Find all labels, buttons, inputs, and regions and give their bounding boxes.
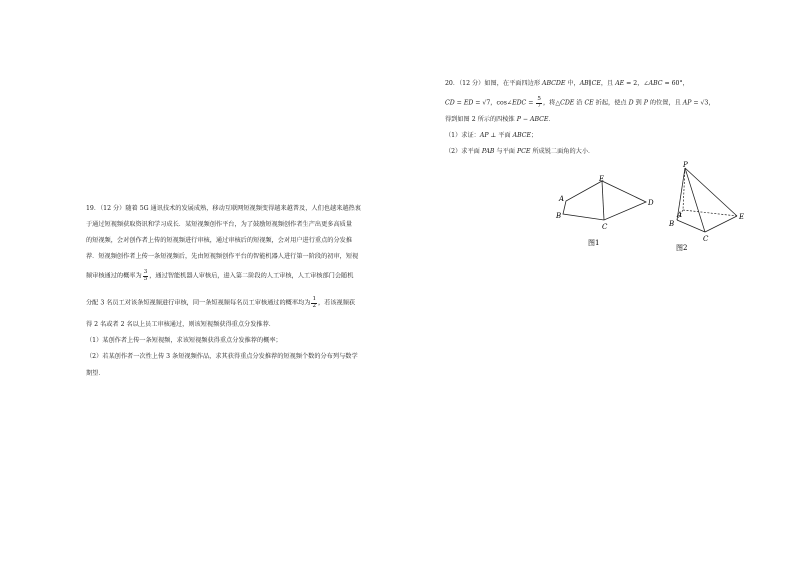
q20-text: 折起，使点 xyxy=(593,99,629,107)
q20-text: 沿 xyxy=(574,99,585,107)
fraction-numerator: 3 xyxy=(143,269,148,275)
q20-text: = 2，∠ xyxy=(624,80,649,87)
fig2-label-a: A xyxy=(677,211,683,219)
q20-math: AB∥CE xyxy=(579,80,601,87)
q20-text: （1）求证： xyxy=(445,132,480,139)
q19-line-5-text-b: ，通过智能机器人审核后，进入第二阶段的人工审核，人工审核部门会随机 xyxy=(149,272,354,280)
q20-math: CE xyxy=(584,99,594,107)
q20-math: P xyxy=(643,99,648,107)
q20-math: PCE xyxy=(516,148,531,155)
q19-sub-1: （1）某创作者上传一条短视频，求该短视频获得重点分发推荐的概率； xyxy=(86,337,282,344)
q19-line-3: 的短视频，会对创作者上传的短视频进行审核，通过审核后的短视频，会对用户进行重点的分发推 xyxy=(86,237,353,244)
q20-text: 与平面 xyxy=(494,148,517,155)
q20-text: = √3， xyxy=(691,99,715,107)
fig1-label-a: A xyxy=(559,195,565,203)
q20-sub-1 xyxy=(445,133,537,139)
q20-math: D xyxy=(628,99,634,107)
fig2-edge-ce xyxy=(705,216,737,232)
q19-line-1: 19．（12 分）随着 5G 通讯技术的发展成熟，移动互联网短视频变得越来越普及，人们也越来越热衷 xyxy=(86,205,361,212)
q20-math: PAB xyxy=(481,148,495,155)
q20-text: = xyxy=(454,99,464,107)
q20-math: EDC xyxy=(512,99,527,107)
q19-line-6 xyxy=(86,297,355,309)
q19-sub-2b: 期望． xyxy=(86,370,105,377)
q20-line-3 xyxy=(445,117,555,123)
q19-line-6-text-a: 分配 3 名员工对该条短视频进行审核，同一条短视频每名员工审核通过的概率均为 xyxy=(86,299,311,307)
q20-math: P − ABCE xyxy=(516,116,549,123)
q20-text: 所成锐二面角的大小． xyxy=(530,148,595,155)
q20-math: ED xyxy=(463,99,474,107)
q20-text: 的位置，且 xyxy=(647,99,683,107)
fig1-label-b: B xyxy=(556,212,562,220)
q20-math: ABC xyxy=(648,80,663,87)
q20-text: = xyxy=(526,99,536,107)
q19-line-5 xyxy=(86,270,353,282)
q19-sub-2a: （2）若某创作者一次性上传 3 条短视频作品，求其获得重点分发推荐的短视频个数的分布列与数学 xyxy=(86,353,358,360)
q20-sub-2 xyxy=(445,149,594,155)
q20-text: = 60°， xyxy=(662,80,689,87)
q20-math: CDE xyxy=(560,99,575,107)
fig2-caption: 图2 xyxy=(676,244,688,252)
fig2-label-e: E xyxy=(739,213,745,221)
q20-math: AP xyxy=(682,99,692,107)
fig1-label-c: C xyxy=(602,223,608,231)
q19-line-4: 荐．短视频创作者上传一条短视频后，先由短视频创作平台的智能机器人进行第一阶段的初审，短视 xyxy=(86,253,359,260)
q20-text: ； xyxy=(531,132,538,139)
fig2-label-p: P xyxy=(683,161,688,169)
figure-1-diagram xyxy=(555,172,665,252)
fig1-segment-ce xyxy=(602,181,604,220)
q20-math: ABCDE xyxy=(542,80,566,87)
q20-text: ，且 xyxy=(600,80,616,87)
fig1-label-e: E xyxy=(599,175,605,183)
q20-line-2 xyxy=(445,97,715,109)
q20-text: 20．（12 分）如图，在平面四边形 xyxy=(445,80,543,87)
fig1-pentagon xyxy=(563,181,646,220)
fig2-label-b: B xyxy=(669,220,675,228)
fraction-denominator: 5 xyxy=(143,275,148,282)
fraction-five-sevenths xyxy=(536,97,542,109)
q20-math: AE xyxy=(615,80,625,87)
q20-text: 得到如图 2 所示的四棱锥 xyxy=(445,116,517,123)
q19-line-5-text-a: 频审核通过的概率为 xyxy=(86,272,142,280)
q19-line-6-text-b: ，若该视频获 xyxy=(318,299,356,307)
fraction-numerator: 5 xyxy=(537,96,541,102)
fraction-denominator: 2 xyxy=(312,302,316,309)
fraction-three-fifths xyxy=(143,270,149,282)
q20-text: （2）求平面 xyxy=(445,148,482,155)
q20-math: ABCE xyxy=(512,132,532,139)
q20-text: 中， xyxy=(565,80,580,87)
fig2-edge-ae xyxy=(683,210,737,216)
fig1-caption: 图1 xyxy=(588,239,600,247)
q20-line-1 xyxy=(445,81,689,87)
figure-2-diagram xyxy=(663,160,748,255)
fraction-numerator: 1 xyxy=(312,296,316,302)
q20-math: CD xyxy=(445,99,455,107)
q19-line-7: 得 2 名或者 2 名以上员工审核通过，则该短视频获得重点分发推荐． xyxy=(86,321,275,328)
q20-text: = √7，cos∠ xyxy=(473,99,513,107)
fig1-label-d: D xyxy=(648,199,654,207)
fig2-label-c: C xyxy=(703,235,709,243)
fraction-one-half xyxy=(311,297,317,309)
q20-text: ，将△ xyxy=(542,99,561,107)
q19-line-2: 于通过短视频获取资讯和学习成长．某短视频创作平台，为了鼓励短视频创作者生产出更多高质量 xyxy=(86,221,353,228)
q20-text: ⊥ 平面 xyxy=(488,132,513,139)
q20-text: ． xyxy=(548,116,555,123)
q20-text: 到 xyxy=(633,99,644,107)
q20-math: AP xyxy=(479,132,489,139)
fig2-edge-bc xyxy=(677,220,705,232)
fraction-denominator: 7 xyxy=(537,102,541,109)
